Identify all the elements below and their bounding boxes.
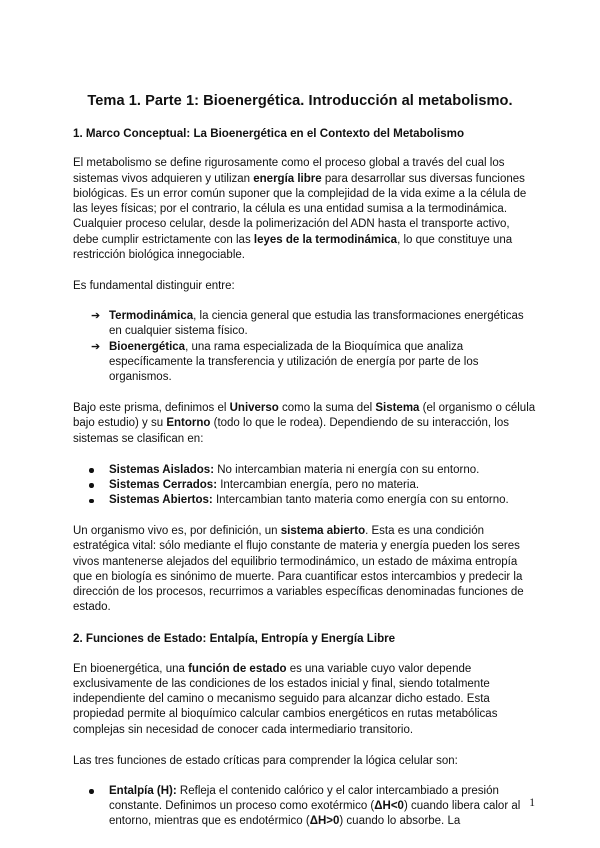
list-item: ➔ Termodinámica, la ciencia general que estudia las transformaciones energéticas en cualquier sistema físico.: [91, 310, 524, 338]
page-number: 1: [529, 797, 535, 809]
bullet-list: [73, 463, 537, 509]
arrow-right-icon: ➔: [91, 310, 101, 323]
document-title: Tema 1. Parte 1: Bioenergética. Introducción al metabolismo.: [87, 93, 513, 109]
state-functions-list: [73, 784, 537, 830]
arrow-list: [73, 309, 537, 385]
section-2-heading: 2. Funciones de Estado: Entalpía, Entropía y Energía Libre: [73, 632, 396, 646]
list-item: Sistemas Abiertos: Intercambian tanto materia como energía con su entorno.: [73, 493, 537, 508]
list-item: Sistemas Aislados: No intercambian materia ni energía con su entorno.: [73, 463, 537, 478]
section-1-heading: 1. Marco Conceptual: La Bioenergética en el Contexto del Metabolismo: [73, 127, 465, 140]
section-2-paragraph-2: Las tres funciones de estado críticas para comprender la lógica celular son:: [73, 754, 458, 767]
list-item: ➔ Bioenergética, una rama especializada de la Bioquímica que analiza específicamente la transferencia y utilización de energía por parte de los organismos.: [91, 340, 479, 384]
bullet-icon: [89, 483, 94, 488]
section-1-paragraph-2: Es fundamental distinguir entre:: [73, 279, 235, 292]
section-1-paragraph-4: Un organismo vivo es, por definición, un sistema abierto. Esta es una condición estratégica vital: sólo mediante el flujo constante de materia y energía pueden los seres vivos mantenerse alejados del equilibrio termodinámico, un estado de máxima entropía que en biología es sinónimo de muerte. Para cuantificar estos intercambios y predecir la dirección de los procesos, recurrimos a variables específicas denominadas funciones de estado.: [73, 524, 524, 614]
bullet-icon: [89, 499, 94, 504]
list-item: Entalpía (H): Refleja el contenido calórico y el calor intercambiado a presión constante. Definimos un proceso como exotérmico (ΔH<0) cuando libera calor al entorno, mientras que es endotérmico (ΔH>0) cuando lo absorbe. La: [73, 784, 537, 830]
bullet-icon: [89, 468, 94, 473]
section-1-paragraph-3: Bajo este prisma, definimos el Universo como la suma del Sistema (el organismo o célula bajo estudio) y su Entorno (todo lo que le rodea). Dependiendo de su interacción, los sistemas se clasifican en:: [73, 402, 536, 445]
arrow-right-icon: ➔: [91, 340, 101, 353]
section-1-paragraph-1: El metabolismo se define rigurosamente como el proceso global a través del cual los sistemas vivos adquieren y utilizan energía libre para desarrollar sus diversas funciones biológicas. Es un error común suponer que la complejidad de la vida exime a la célula de las leyes físicas; por el contrario, la célula es una entidad sumisa a la termodinámica. Cualquier proceso celular, desde la polimerización del ADN hasta el transporte activo, debe cumplir estrictamente con las leyes de la termodinámica, lo que constituye una restricción biológica innegociable.: [73, 157, 527, 262]
document-body: [73, 126, 537, 830]
bullet-icon: [89, 789, 94, 794]
list-item: Sistemas Cerrados: Intercambian energía, pero no materia.: [73, 478, 537, 493]
section-2-paragraph-1: En bioenergética, una función de estado es una variable cuyo valor depende exclusivamente de las condiciones de los estados inicial y final, siendo totalmente independiente del camino o mecanismo seguido para alcanzar dicho estado. Esta propiedad permite al bioquímico calcular cambios energéticos en rutas metabólicas complejas sin necesidad de conocer cada intermediario transitorio.: [73, 662, 498, 736]
